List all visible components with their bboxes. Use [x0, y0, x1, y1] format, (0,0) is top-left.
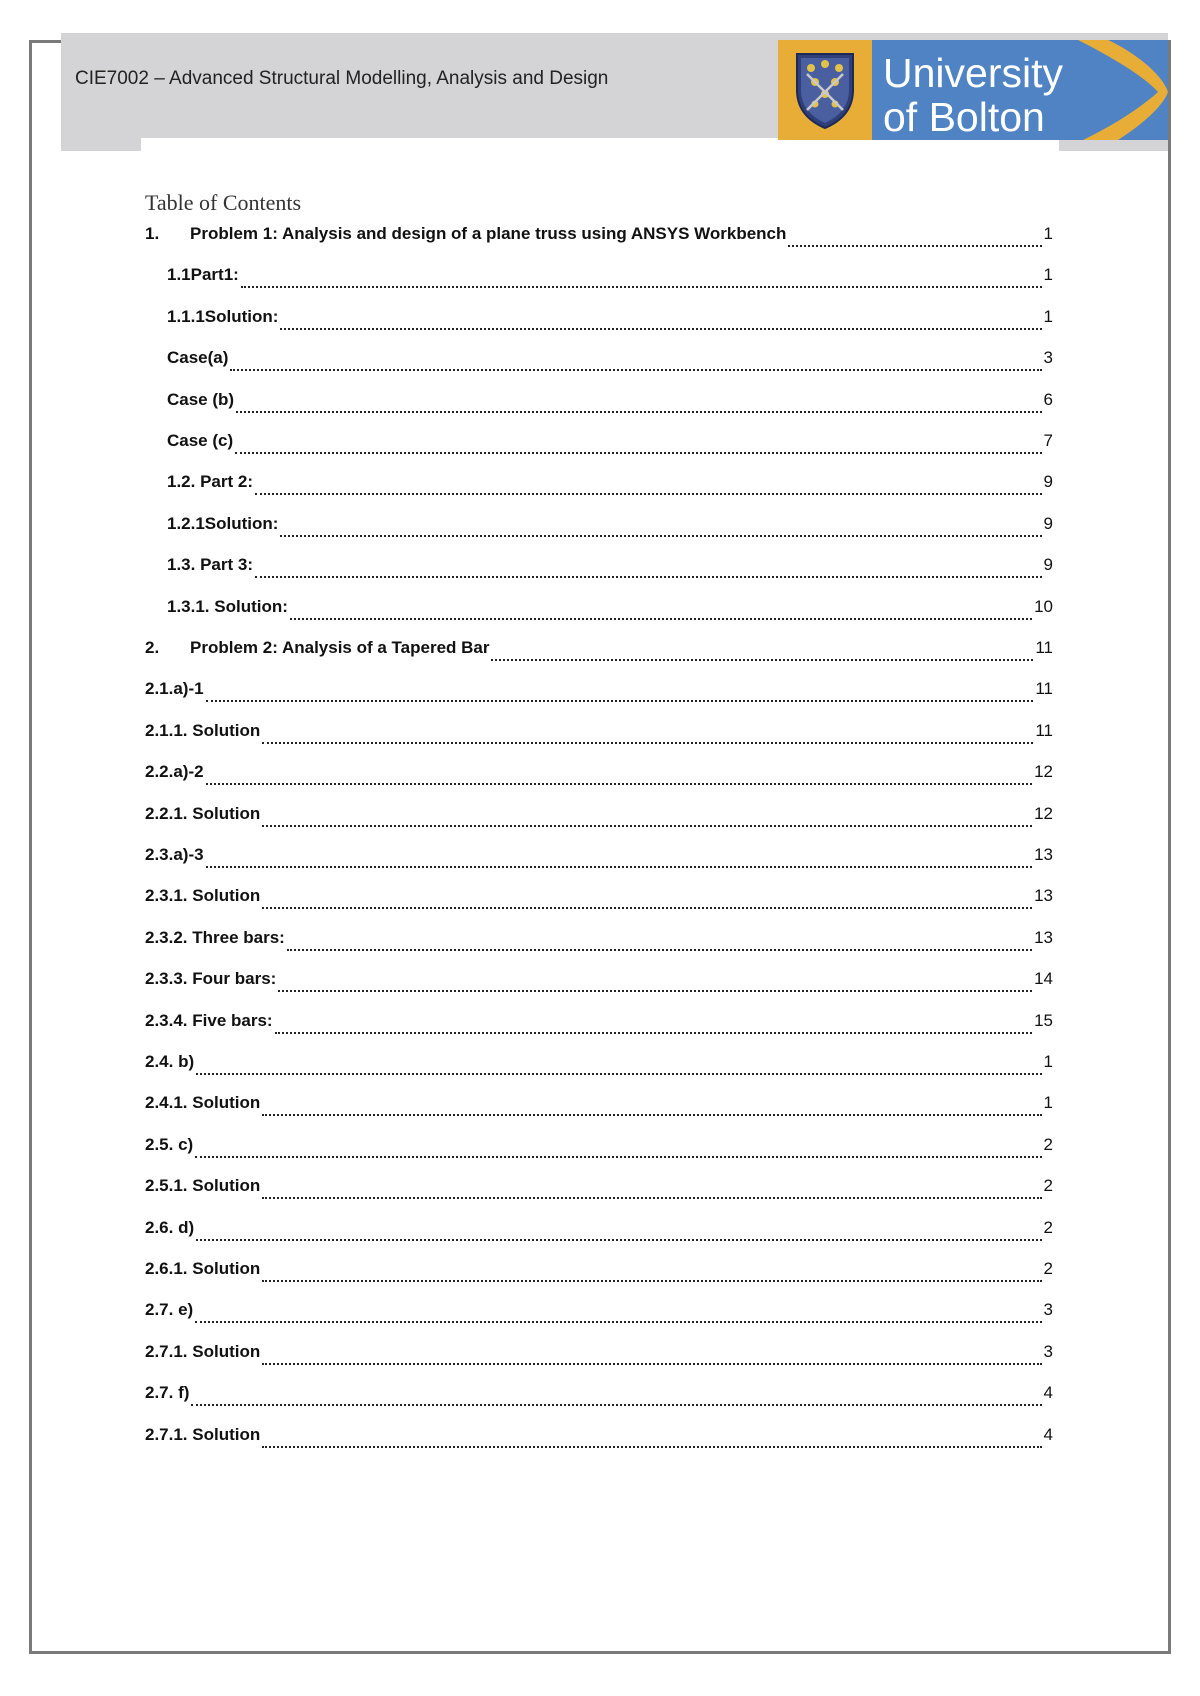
- toc-entry-title: 2.6. d): [145, 1218, 195, 1237]
- toc-entry-title: 1.3.1. Solution:: [167, 597, 288, 616]
- toc-dot-leader: [262, 906, 1032, 909]
- toc-entry-title: 2.2.a)-2: [145, 762, 204, 781]
- toc-dot-leader: [236, 410, 1041, 413]
- toc-entry-title: 2.1.1. Solution: [145, 721, 261, 740]
- course-title: CIE7002 – Advanced Structural Modelling, Analysis and Design: [75, 68, 609, 89]
- toc-dot-leader: [206, 699, 1034, 702]
- toc-page-number: 9: [1043, 555, 1053, 574]
- toc-entry[interactable]: [145, 1383, 1053, 1413]
- toc-page-number: 12: [1034, 804, 1053, 823]
- toc-entry[interactable]: [145, 1011, 1053, 1041]
- toc-entry-title: 2.6.1. Solution: [145, 1259, 261, 1278]
- toc-dot-leader: [206, 865, 1032, 868]
- toc-dot-leader: [196, 1072, 1041, 1075]
- toc-dot-leader: [255, 492, 1042, 495]
- toc-entry-title: 2.7. e): [145, 1300, 194, 1319]
- toc-entry[interactable]: [167, 431, 1053, 461]
- toc-dot-leader: [280, 327, 1041, 330]
- toc-page-number: 11: [1035, 721, 1053, 740]
- toc-entry-title: 2.7.1. Solution: [145, 1425, 261, 1444]
- toc-dot-leader: [262, 1196, 1041, 1199]
- toc-entry-number: 1.: [145, 224, 160, 243]
- toc-dot-leader: [275, 1031, 1033, 1034]
- toc-dot-leader: [290, 617, 1032, 620]
- toc-entry[interactable]: [145, 762, 1053, 792]
- header-notch: [141, 138, 1059, 152]
- toc-entry-title: 2.3.2. Three bars:: [145, 928, 285, 947]
- toc-entry-title: Problem 2: Analysis of a Tapered Bar: [190, 638, 490, 657]
- toc-dot-leader: [255, 575, 1042, 578]
- toc-entry[interactable]: [145, 224, 1053, 254]
- toc-page-number: 13: [1034, 928, 1053, 947]
- toc-entry[interactable]: [145, 804, 1053, 834]
- toc-dot-leader: [262, 1279, 1041, 1282]
- university-logo: [778, 40, 1168, 140]
- toc-dot-leader: [195, 1155, 1041, 1158]
- toc-entry-title: 1.1.1Solution:: [167, 307, 279, 326]
- toc-page-number: 14: [1034, 969, 1053, 988]
- toc-entry[interactable]: [145, 721, 1053, 751]
- toc-entry-title: 2.3.4. Five bars:: [145, 1011, 273, 1030]
- toc-entry[interactable]: [145, 638, 1053, 668]
- toc-entry-title: Problem 1: Analysis and design of a plane truss using ANSYS Workbench: [190, 224, 787, 243]
- toc-entry[interactable]: [145, 1093, 1053, 1123]
- toc-entry-title: 1.3. Part 3:: [167, 555, 253, 574]
- toc-page-number: 1: [1043, 1093, 1053, 1112]
- toc-entry-title: Case(a): [167, 348, 229, 367]
- toc-dot-leader: [491, 658, 1033, 661]
- toc-entry[interactable]: [145, 1259, 1053, 1289]
- toc-entry-title: 2.3.a)-3: [145, 845, 204, 864]
- toc-dot-leader: [278, 989, 1032, 992]
- toc-dot-leader: [262, 1362, 1041, 1365]
- toc-dot-leader: [195, 1320, 1041, 1323]
- toc-entry-title: 2.1.a)-1: [145, 679, 204, 698]
- toc-page-number: 11: [1035, 679, 1053, 698]
- logo-text-line1: University: [883, 50, 1063, 96]
- toc-page-number: 1: [1043, 307, 1053, 326]
- toc-dot-leader: [191, 1403, 1041, 1406]
- toc-dot-leader: [788, 244, 1041, 247]
- toc-entry-title: 1.1Part1:: [167, 265, 239, 284]
- toc-entry-title: 1.2. Part 2:: [167, 472, 253, 491]
- toc-page-number: 4: [1043, 1383, 1053, 1402]
- toc-page-number: 1: [1043, 1052, 1053, 1071]
- toc-entry-title: 2.5.1. Solution: [145, 1176, 261, 1195]
- toc-entry[interactable]: [167, 307, 1053, 337]
- toc-page-number: 9: [1043, 514, 1053, 533]
- toc-dot-leader: [235, 451, 1041, 454]
- toc-dot-leader: [262, 824, 1032, 827]
- toc-page-number: 3: [1043, 348, 1053, 367]
- toc-entry[interactable]: [145, 1176, 1053, 1206]
- toc-page-number: 15: [1034, 1011, 1053, 1030]
- toc-page-number: 4: [1043, 1425, 1053, 1444]
- toc-page-number: 11: [1035, 638, 1053, 657]
- toc-entry-title: 2.3.1. Solution: [145, 886, 261, 905]
- toc-page-number: 7: [1043, 431, 1053, 450]
- toc-entry[interactable]: [145, 928, 1053, 958]
- toc-page-number: 13: [1034, 886, 1053, 905]
- toc-dot-leader: [287, 948, 1032, 951]
- toc-dot-leader: [262, 1113, 1041, 1116]
- toc-entry[interactable]: [167, 597, 1053, 627]
- toc-entry-title: 2.2.1. Solution: [145, 804, 261, 823]
- toc-entry-number: 2.: [145, 638, 160, 657]
- toc-page-number: 2: [1043, 1259, 1053, 1278]
- toc-entry[interactable]: [145, 886, 1053, 916]
- toc-page-number: 6: [1043, 390, 1053, 409]
- toc-dot-leader: [241, 285, 1042, 288]
- university-crest-icon: [793, 50, 857, 130]
- toc-entry[interactable]: [167, 390, 1053, 420]
- toc-entry[interactable]: [145, 1425, 1053, 1455]
- toc-page-number: 1: [1043, 265, 1053, 284]
- toc-dot-leader: [262, 1445, 1041, 1448]
- toc-page-number: 2: [1043, 1218, 1053, 1237]
- toc-page-number: 2: [1043, 1135, 1053, 1154]
- toc-page-number: 2: [1043, 1176, 1053, 1195]
- toc-dot-leader: [280, 534, 1041, 537]
- logo-text-line2: of Bolton: [883, 94, 1045, 140]
- toc-entry[interactable]: [167, 265, 1053, 295]
- toc-dot-leader: [230, 368, 1041, 371]
- toc-entry-title: 1.2.1Solution:: [167, 514, 279, 533]
- toc-page-number: 3: [1043, 1300, 1053, 1319]
- toc-entry-title: Case (b): [167, 390, 235, 409]
- toc-entry-title: 2.5. c): [145, 1135, 194, 1154]
- toc-page-number: 13: [1034, 845, 1053, 864]
- toc-entry[interactable]: [145, 1052, 1053, 1082]
- toc-dot-leader: [262, 741, 1033, 744]
- toc-entry[interactable]: [145, 1218, 1053, 1248]
- toc-dot-leader: [206, 782, 1032, 785]
- toc-entry-title: 2.7.1. Solution: [145, 1342, 261, 1361]
- toc-entry[interactable]: [167, 555, 1053, 585]
- toc-entry-title: 2.4. b): [145, 1052, 195, 1071]
- toc-entry-title: 2.3.3. Four bars:: [145, 969, 277, 988]
- toc-entry[interactable]: [145, 1342, 1053, 1372]
- toc-entry[interactable]: [145, 1300, 1053, 1330]
- toc-entry-title: 2.7. f): [145, 1383, 190, 1402]
- toc-dot-leader: [196, 1238, 1041, 1241]
- toc-entry[interactable]: [145, 1135, 1053, 1165]
- toc-entry-title: Case (c): [167, 431, 234, 450]
- toc-heading: Table of Contents: [145, 190, 302, 215]
- toc-entry[interactable]: [167, 472, 1053, 502]
- toc-entry[interactable]: [145, 969, 1053, 999]
- logo-swoosh: [1078, 40, 1168, 140]
- toc-entry-title: 2.4.1. Solution: [145, 1093, 261, 1112]
- toc-entry[interactable]: [145, 845, 1053, 875]
- toc-entry[interactable]: [167, 348, 1053, 378]
- toc-entry[interactable]: [167, 514, 1053, 544]
- toc-page-number: 10: [1034, 597, 1053, 616]
- toc-entry[interactable]: [145, 679, 1053, 709]
- toc-page-number: 1: [1043, 224, 1053, 243]
- toc-page-number: 3: [1043, 1342, 1053, 1361]
- toc-page-number: 9: [1043, 472, 1053, 491]
- toc-page-number: 12: [1034, 762, 1053, 781]
